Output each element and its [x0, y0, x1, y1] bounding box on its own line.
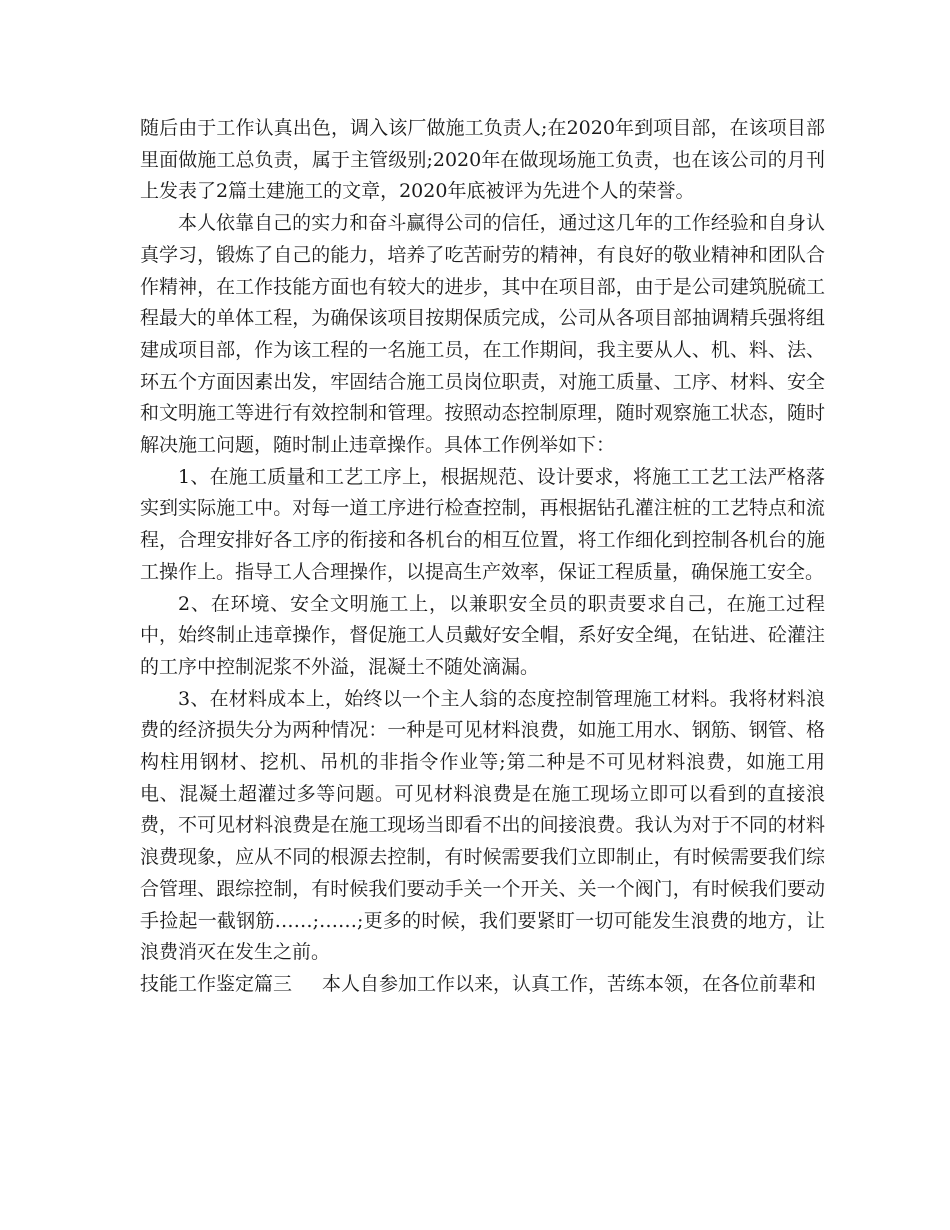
paragraph-3: 1、在施工质量和工艺工序上，根据规范、设计要求，将施工工艺工法严格落实到实际施工中。对每一道工序进行检查控制，再根据钻孔灌注桩的工艺特点和流程，合理安排好各工序的衔接和各机台的相互位置，将工作细化到控制各机台的施工操作上。指导工人合理操作，以提高生产效率，保证工程质量，确保施工安全。: [140, 465, 825, 583]
paragraph-2: 本人依靠自己的实力和奋斗赢得公司的信任，通过这几年的工作经验和自身认真学习，锻炼了自己的能力，培养了吃苦耐劳的精神，有良好的敬业精神和团队合作精神，在工作技能方面也有较大的进步，其中在项目部，由于是公司建筑脱硫工程最大的单体工程，为确保该项目按期保质完成，公司从各项目部抽调精兵强将组建成项目部，作为该工程的一名施工员，在工作期间，我主要从人、机、料、法、环五个方面因素出发，牢固结合施工员岗位职责，对施工质量、工序、材料、安全和文明施工等进行有效控制和管理。按照动态控制原理，随时观察施工状态，随时解决施工问题，随时制止违章操作。具体工作例举如下：: [140, 212, 825, 457]
paragraph-4: 2、在环境、安全文明施工上，以兼职安全员的职责要求自己，在施工过程中，始终制止违章操作，督促施工人员戴好安全帽，系好安全绳，在钻进、砼灌注的工序中控制泥浆不外溢，混凝土不随处滴漏。: [140, 592, 825, 678]
document-page: [140, 113, 825, 1001]
section-intro: 本人自参加工作以来，认真工作，苦练本领，在各位前辈和: [322, 972, 817, 995]
section-heading: 技能工作鉴定篇三: [140, 972, 293, 995]
paragraph-1: 随后由于工作认真出色，调入该厂做施工负责人;在2020年到项目部，在该项目部里面做施工总负责，属于主管级别;2020年在做现场施工负责，也在该公司的月刊上发表了2篇土建施工的文章，2020年底被评为先进个人的荣誉。: [140, 117, 825, 203]
paragraph-5: 3、在材料成本上，始终以一个主人翁的态度控制管理施工材料。我将材料浪费的经济损失分为两种情况：一种是可见材料浪费，如施工用水、钢筋、钢管、格构柱用钢材、挖机、吊机的非指令作业等;第二种是不可见材料浪费，如施工用电、混凝土超灌过多等问题。可见材料浪费是在施工现场立即可以看到的直接浪费，不可见材料浪费是在施工现场当即看不出的间接浪费。我认为对于不同的材料浪费现象，应从不同的根源去控制，有时候需要我们立即制止，有时候需要我们综合管理、跟综控制，有时候我们要动手关一个开关、关一个阀门，有时候我们要动手捡起一截钢筋……;……;更多的时候，我们要紧盯一切可能发生浪费的地方，让浪费消灭在发生之前。: [140, 687, 825, 964]
section-line: [140, 969, 825, 1001]
